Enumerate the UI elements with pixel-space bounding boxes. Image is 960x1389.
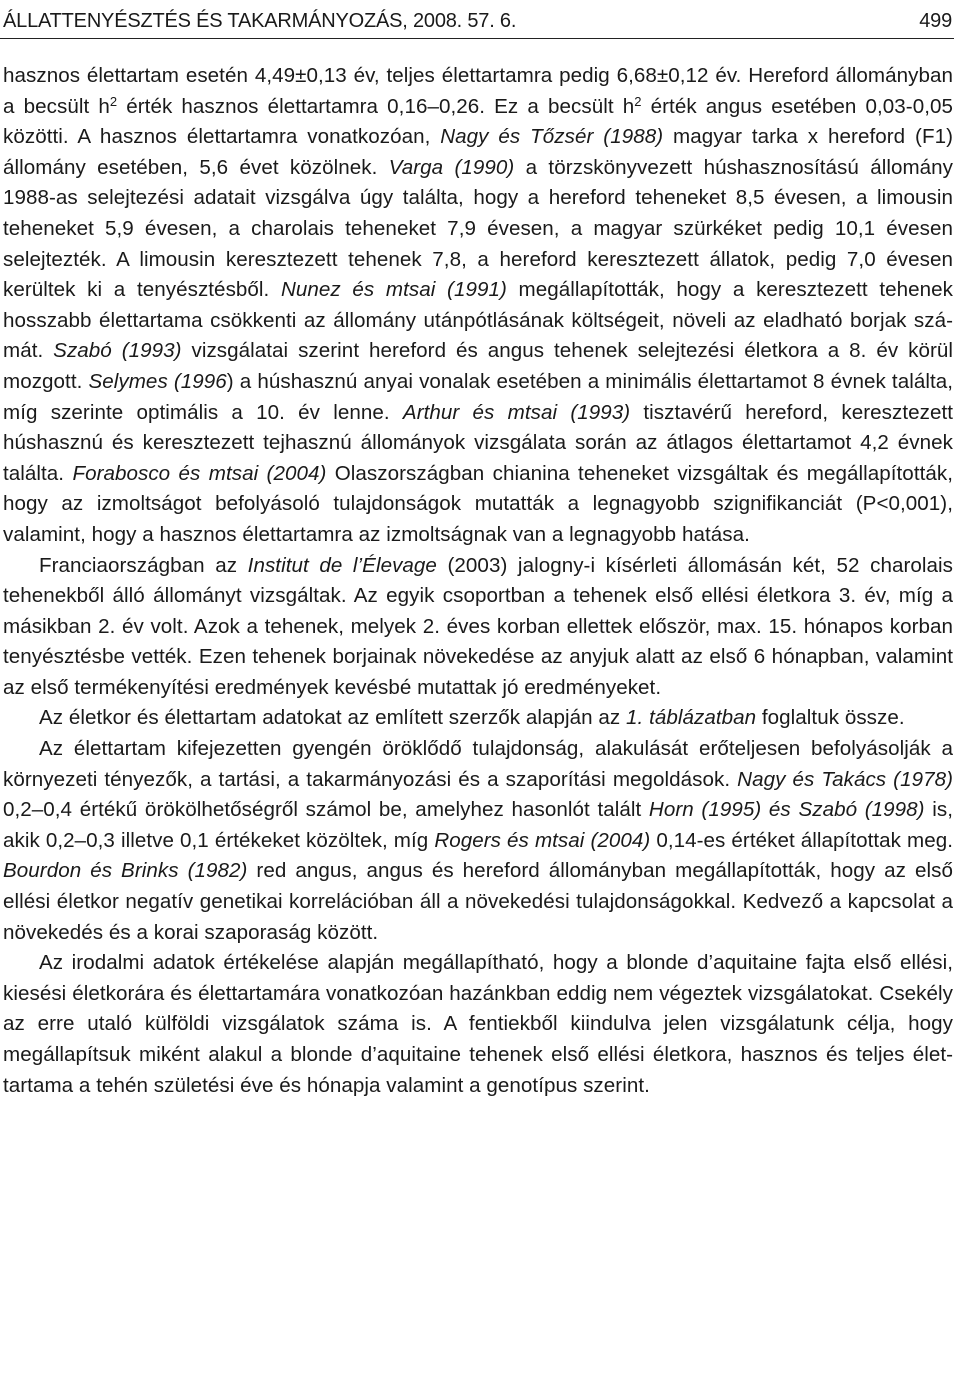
citation: 1. táblázatban: [626, 706, 757, 730]
text-run: Az élettartam kifejezetten gyengén öröklődő tulajdonság, alakulását erőteljesen befolyásolják a környezeti tényezők, a tartási, a takarmányozási és a szaporítási megoldások.: [3, 737, 953, 791]
paragraph-heritability: [3, 734, 953, 948]
citation: Forabosco és mtsai (2004): [72, 461, 327, 485]
text-run: érték hasznos élettartamra 0,16–0,26. Ez a becsült h: [117, 94, 635, 118]
text-run: tisztavérű hereford, keresztezett húshasznú és keresztezett tejhasznú állományok vizsgálata során az átlagos élettartamot 4,2 évnek találta.: [3, 400, 953, 485]
text-run: Az irodalmi adatok értékelése alapján megállapítható, hogy a blonde d’aquitaine fajta első ellési, kiesési életkorára és élettartamára vonatkozóan hazánkban eddig nem végeztek vizsgálatokat. Csekély az erre utaló külföldi vizsgálatok száma is. A fentiekből kiindulva jelen vizsgálatunk célja, hogy megállapítsuk miként alakul a blonde d’aquitaine tehenek első ellési életkora, hasznos és teljes élettartama a tehén születési éve és hónapja valamint a genotípus szerint.: [3, 951, 953, 1097]
citation: Horn (1995) és Szabó (1998): [648, 798, 925, 822]
text-run: magyar tarka x hereford (F1) állomány esetében, 5,6 évet közölnek.: [3, 125, 953, 179]
citation: Nagy és Tőzsér (1988): [440, 125, 664, 149]
text-run: ) a húshasznú anyai vonalak esetében a minimális élettartamot 8 évnek találta, míg szerinte optimális a 10. év lenne.: [3, 369, 953, 424]
text-run: Olaszországban chianina teheneket vizsgáltak és megállapították, hogy az izmoltságot befolyásoló tulajdonságok mutatták a legnagyobb szignifikanciát (P<0,001), valamint, hogy a hasznos élettartamra az izmoltságnak van a legnagyobb hatása.: [3, 461, 953, 546]
text-run: 0,14-es értéket állapítottak meg.: [650, 828, 953, 852]
paragraph-study-aim: [3, 948, 953, 1101]
running-header: [0, 4, 954, 39]
paragraph-france-study: [3, 551, 953, 704]
journal-reference: ÁLLATTENYÉSZTÉS ÉS TAKARMÁNYOZÁS, 2008. 57. 6.: [3, 10, 517, 32]
citation: Selymes (1996: [88, 369, 227, 393]
text-run: 0,2–0,4 értékű örökölhetőségről számol be, amelyhez hasonlót talált: [3, 798, 649, 822]
text-run: is, akik 0,2–0,3 illetve 0,1 értékeket közöltek, míg: [3, 798, 954, 852]
text-run: red angus, angus és hereford állományban megállapították, hogy az első ellési életkor negatív genetikai korrelációban áll a növekedési tulajdonságokkal. Kedvező a kapcsolat a növekedés és a korai szaporaság között.: [3, 859, 953, 944]
superscript-exponent: 2: [634, 93, 642, 109]
text-run: Az életkor és élettartam adatokat az említett szerzők alapján az: [39, 706, 627, 730]
article-body: [3, 61, 953, 1101]
text-run: a törzskönyvezett húshasznosítású állomány 1988-as selejtezési adatait vizsgálva úgy találta, hogy a hereford teheneket 8,5 évesen, a limousin teheneket 5,9 évesen, a charolais teheneket 7,9 évesen, a magyar szürkéket pedig 10,1 évesen selejtezték. A limousin keresztezett tehenek 7,8, a hereford keresztezett állatok, pedig 7,0 évesen kerültek ki a tenyésztésből.: [3, 155, 954, 302]
text-run: érték angus esetében 0,03-0,05 közötti. A hasznos élettartamra vonatkozóan,: [3, 94, 953, 149]
paragraph-lifespan-heritability: [3, 61, 953, 551]
citation: Nunez és mtsai (1991): [280, 278, 507, 302]
citation: Varga (1990): [388, 155, 515, 179]
citation: Institut de l’Élevage: [247, 553, 437, 577]
page-number: 499: [919, 10, 952, 32]
text-run: hasznos élettartam esetén 4,49±0,13 év, teljes élettartamra pedig 6,68±0,12 év. Hereford állományban a becsült h: [3, 64, 953, 118]
text-run: (2003) jalogny-i kísérleti állomásán két, 52 charolais tehenekből álló állományt vizsgáltak. Az egyik csoportban a tehenek első ellési életkora 3. év, míg a másikban 2. év volt. Azok a tehenek, melyek 2. éves korban ellettek először, max. 15. hónapos korban tenyésztésbe vették. Ezen tehenek borjainak növekedése az anyjuk alatt az első 6 hónapban, valamint az első termékenyítési eredmények kevésbé mutattak jó eredményeket.: [3, 553, 953, 699]
citation: Bourdon és Brinks (1982): [3, 859, 248, 883]
text-run: megállapították, hogy a keresztezett tehenek hosszabb élettartama csökkenti az állomány utánpótlásának költségeit, növeli az eladható borjak számát.: [3, 278, 953, 363]
superscript-exponent: 2: [109, 93, 118, 109]
text-run: foglaltuk össze.: [756, 706, 905, 730]
paragraph-table-reference: [3, 703, 953, 734]
text-run: vizsgálatai szerint hereford és angus tehenek selejtezési életkora a 8. év körül mozgott.: [3, 339, 954, 393]
text-run: Franciaországban az: [39, 553, 248, 577]
citation: Rogers és mtsai (2004): [434, 828, 651, 852]
citation: Nagy és Takács (1978): [737, 767, 953, 791]
citation: Arthur és mtsai (1993): [402, 400, 631, 424]
citation: Szabó (1993): [53, 339, 182, 363]
